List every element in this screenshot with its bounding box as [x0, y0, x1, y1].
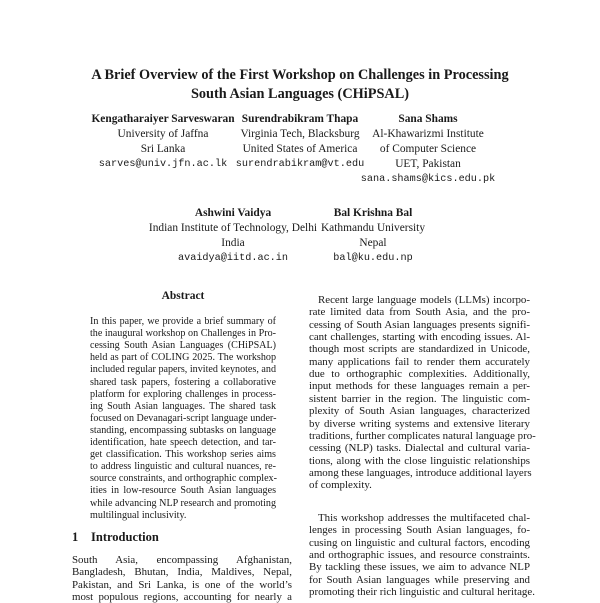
text-line: Recent large language models (LLMs) incorpo-: [318, 294, 530, 306]
author-affiliation: India: [221, 237, 245, 249]
author: [321, 206, 425, 266]
text-line: cusing on linguistic and cultural factors, encoding: [309, 536, 530, 549]
author-name: Bal Krishna Bal: [333, 207, 413, 219]
author-email: avaidya@iitd.ac.in: [177, 253, 289, 264]
text-line: ing South Asian languages. The shared task: [90, 400, 276, 412]
author-email: surendrabikram@vt.edu: [235, 159, 365, 170]
author-email: sarves@univ.jfn.ac.lk: [98, 159, 228, 170]
section-heading: Introduction: [91, 530, 159, 544]
text-line: sistent barrier in the region. The linguistic com-: [309, 392, 530, 405]
text-line: to address linguistic and cultural nuances, re-: [90, 461, 276, 473]
text-line: get classification. This workshop series aims: [90, 449, 276, 461]
author-name: Sana Shams: [398, 113, 458, 125]
author-affiliation: Indian Institute of Technology, Delhi: [148, 222, 318, 234]
text-line: the inaugural workshop on Challenges in Pro-: [90, 328, 276, 340]
text-line: By tackling these issues, we aim to advance NLP: [309, 561, 530, 574]
author-affiliation: United States of America: [242, 143, 358, 155]
author-name: Kengatharaiyer Sarveswaran: [91, 113, 235, 125]
text-line: many applications fail to render them accurately: [309, 355, 530, 368]
author: [91, 112, 234, 172]
text-line: Bangladesh, Bhutan, India, Maldives, Nepal,: [72, 566, 292, 579]
text-line: for South Asian languages while preserving and: [309, 573, 530, 586]
author-affiliation: University of Jaffna: [117, 128, 209, 140]
text-line: Pakistan, and Sri Lanka, is one of the world’s: [72, 578, 292, 591]
author-name: Ashwini Vaidya: [194, 207, 272, 219]
text-line: cessing South Asian Languages (CHiPSAL): [90, 340, 276, 352]
author: [149, 206, 317, 266]
text-line: promoting their rich linguistic and cultural heritage.: [309, 586, 535, 599]
text-line: identification, hate speech detection, and tar-: [90, 437, 276, 448]
author: [361, 112, 496, 187]
text-line: by diverse writing systems and extensive literary: [309, 417, 530, 430]
text-line: shared task papers, fostering a collaborative: [90, 376, 276, 388]
text-line: South Asia, encompassing Afghanistan,: [72, 554, 292, 566]
text-line: input methods for these languages remain a per-: [309, 380, 530, 393]
text-line: among these languages, introduce additional layers: [309, 466, 532, 479]
text-line: cant challenges, starting with encoding issues. Al-: [309, 331, 530, 344]
author-email: bal@ku.edu.np: [333, 253, 413, 264]
author-affiliation: of Computer Science: [379, 143, 477, 155]
text-line: of complexity.: [309, 479, 372, 492]
author-affiliation: Kathmandu University: [320, 222, 426, 234]
section-number: 1: [72, 530, 79, 544]
author-email: sana.shams@kics.edu.pk: [360, 174, 496, 185]
text-line: standing, encompassing subtasks on language: [90, 424, 276, 436]
text-line: plexity of South Asian languages, characterized: [309, 405, 530, 418]
text-line: while advancing NLP research and promoting: [90, 497, 276, 509]
text-line: tions, along with the close linguistic relationships: [309, 454, 530, 467]
author-affiliation: UET, Pakistan: [395, 158, 461, 170]
text-line: focused on Devanagari-script language under-: [90, 412, 277, 424]
text-line: This workshop addresses the multifaceted chal-: [318, 512, 530, 524]
author-affiliation: Nepal: [359, 237, 387, 249]
author-affiliation: Al-Khawarizmi Institute: [372, 128, 484, 140]
text-line: traditions, further complicates natural language pro-: [309, 429, 536, 442]
text-line: ities in low-resource South Asian languages: [90, 485, 276, 497]
title-line: A Brief Overview of the First Workshop on Challenges in Processing: [91, 67, 509, 83]
text-line: and orthographic issues, and resource constraints.: [309, 549, 530, 562]
text-line: held as part of COLING 2025. The workshop: [90, 352, 276, 364]
text-line: most populous regions, accounting for nearly a: [72, 590, 292, 603]
author-affiliation: Sri Lanka: [140, 143, 186, 155]
title-line: South Asian Languages (CHiPSAL): [190, 86, 410, 102]
text-line: cessing of South Asian languages presents signifi-: [309, 318, 530, 331]
text-line: though most scripts are standardized in Unicode,: [309, 343, 530, 356]
text-line: source constraints, and orthographic complex-: [90, 473, 277, 485]
text-line: platform for exploring challenges in process-: [90, 388, 276, 400]
text-line: In this paper, we provide a brief summary of: [90, 316, 276, 327]
author-name: Surendrabikram Thapa: [241, 113, 359, 125]
text-line: lenges in processing South Asian languages, fo-: [309, 524, 530, 537]
text-line: cessing (NLP) tasks. Dialectal and cultural varia-: [309, 442, 530, 455]
author-affiliation: Virginia Tech, Blacksburg: [240, 128, 360, 140]
author: [236, 112, 364, 172]
text-line: multilingual inclusivity.: [90, 509, 187, 521]
text-line: rate limited data from South Asia, and the pro-: [309, 306, 530, 319]
abstract-heading: Abstract: [161, 290, 205, 302]
text-line: due to orthographic complexities. Additionally,: [309, 368, 530, 381]
text-line: included regular papers, invited keynotes, and: [90, 364, 276, 376]
